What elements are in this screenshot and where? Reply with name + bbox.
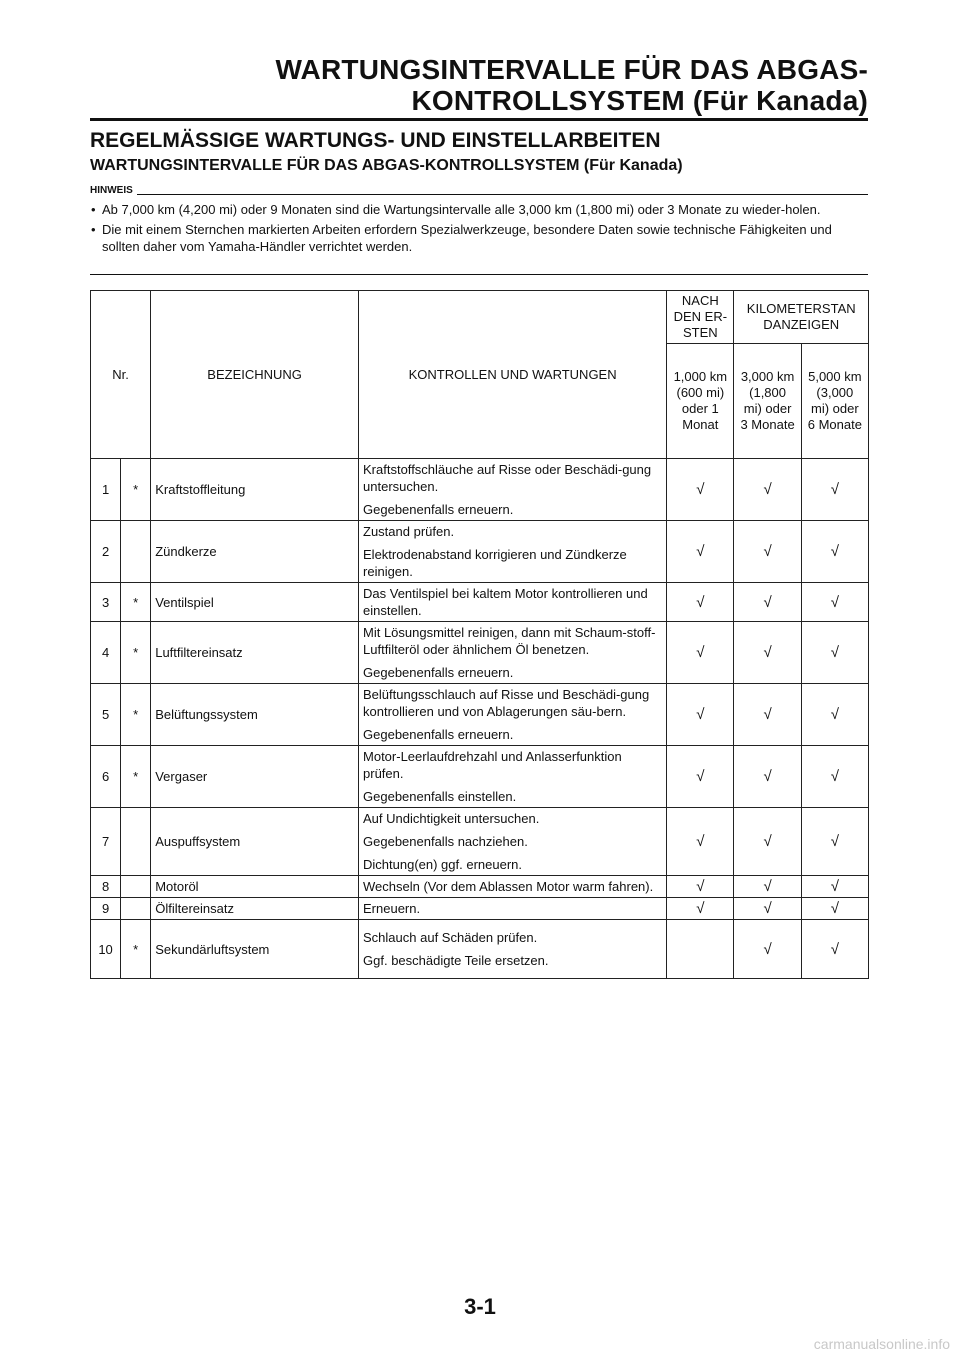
check-mark: √ [801,459,868,521]
row-number: 1 [91,459,121,521]
row-name: Kraftstoffleitung [151,459,359,521]
check-mark: √ [734,684,801,746]
check-mark: √ [734,746,801,808]
header-odometer: KILOMETERSTAN DANZEIGEN [734,291,869,344]
row-name: Auspuffsystem [151,808,359,876]
note-end-rule [90,274,868,275]
row-name: Zündkerze [151,521,359,583]
check-mark: √ [667,808,734,876]
row-description [359,920,667,979]
row-star [121,898,151,920]
row-name: Luftfiltereinsatz [151,622,359,684]
row-description [359,684,667,746]
check-mark: √ [734,521,801,583]
row-star: * [121,583,151,622]
note-divider [90,194,868,195]
row-description [359,583,667,622]
row-description [359,808,667,876]
row-star [121,876,151,898]
row-number: 9 [91,898,121,920]
check-mark: √ [734,808,801,876]
row-star: * [121,684,151,746]
table-row [91,746,869,808]
row-desc-line: Gegebenenfalls einstellen. [363,789,517,804]
check-mark: √ [667,622,734,684]
check-mark: √ [667,898,734,920]
check-mark: √ [667,583,734,622]
check-mark: √ [801,521,868,583]
header-interval-2: 3,000 km (1,800 mi) oder 3 Monate [734,344,801,459]
row-number: 10 [91,920,121,979]
header-row [91,291,869,344]
table-row [91,876,869,898]
row-star: * [121,459,151,521]
row-description [359,876,667,898]
check-mark: √ [667,459,734,521]
check-mark: √ [667,876,734,898]
row-name: Vergaser [151,746,359,808]
note-item: • Die mit einem Sternchen markierten Arbeiten erfordern Spezialwerkzeuge, besondere Daten sowie technische Fähigkeiten und sollten daher vom Yamaha-Händler verrichtet werden. [90,221,868,255]
row-star: * [121,746,151,808]
row-number: 7 [91,808,121,876]
row-description [359,898,667,920]
check-mark: √ [734,920,801,979]
note-item: • Ab 7,000 km (4,200 mi) oder 9 Monaten sind die Wartungsintervalle alle 3,000 km (1,800 mi) oder 3 Monate zu wieder-holen. [90,201,868,218]
table-row [91,521,869,583]
row-star: * [121,622,151,684]
row-desc-line: Elektrodenabstand korrigieren und Zündkerze reinigen. [363,547,627,579]
check-mark [667,920,734,979]
table-row [91,920,869,979]
check-mark: √ [734,898,801,920]
header-nr: Nr. [91,291,151,459]
row-desc-line: Gegebenenfalls erneuern. [363,502,514,517]
check-mark: √ [667,746,734,808]
row-desc-line: Erneuern. [363,901,421,916]
row-desc-line: Kraftstoffschläuche auf Risse oder Beschädi-gung untersuchen. [363,462,652,494]
row-desc-line: Belüftungsschlauch auf Risse und Beschädi-gung kontrollieren und von Ablagerungen säu-bern. [363,687,650,719]
sub-title: WARTUNGSINTERVALLE FÜR DAS ABGAS-KONTROLLSYSTEM (Für Kanada) [90,157,683,174]
row-number: 2 [91,521,121,583]
check-mark: √ [801,920,868,979]
check-mark: √ [801,898,868,920]
header-title-line-2: KONTROLLSYSTEM (Für Kanada) [411,85,868,116]
page-header [90,54,868,116]
row-star: * [121,920,151,979]
row-name: Sekundärluftsystem [151,920,359,979]
row-description [359,521,667,583]
table-row [91,684,869,746]
table-body [91,459,869,979]
row-name: Ölfiltereinsatz [151,898,359,920]
table-row [91,808,869,876]
row-desc-line: Gegebenenfalls erneuern. [363,727,514,742]
header-after-first: NACH DEN ER-STEN [667,291,734,344]
table-row [91,583,869,622]
check-mark: √ [734,622,801,684]
row-name: Ventilspiel [151,583,359,622]
check-mark: √ [801,583,868,622]
note-list [90,201,868,258]
row-desc-line: Wechseln (Vor dem Ablassen Motor warm fahren). [363,879,654,894]
table-row [91,459,869,521]
header-rule [90,118,868,121]
row-number: 8 [91,876,121,898]
row-desc-line: Zustand prüfen. [363,524,455,539]
maintenance-table [90,290,869,979]
row-desc-line: Schlauch auf Schäden prüfen. [363,930,538,945]
row-number: 3 [91,583,121,622]
row-number: 6 [91,746,121,808]
row-description [359,746,667,808]
row-number: 4 [91,622,121,684]
header-name: BEZEICHNUNG [151,291,359,459]
row-description [359,459,667,521]
check-mark: √ [801,746,868,808]
check-mark: √ [667,521,734,583]
check-mark: √ [801,808,868,876]
row-name: Motoröl [151,876,359,898]
table-row [91,898,869,920]
check-mark: √ [734,583,801,622]
check-mark: √ [734,876,801,898]
row-desc-line: Dichtung(en) ggf. erneuern. [363,857,522,872]
row-desc-line: Auf Undichtigkeit untersuchen. [363,811,540,826]
row-desc-line: Gegebenenfalls nachziehen. [363,834,528,849]
row-number: 5 [91,684,121,746]
section-title: REGELMÄSSIGE WARTUNGS- UND EINSTELLARBEITEN [90,129,661,152]
header-desc: KONTROLLEN UND WARTUNGEN [359,291,667,459]
row-desc-line: Das Ventilspiel bei kaltem Motor kontrollieren und einstellen. [363,586,648,618]
table-header [91,291,869,459]
row-desc-line: Gegebenenfalls erneuern. [363,665,514,680]
row-description [359,622,667,684]
watermark: carmanualsonline.info [813,1336,950,1352]
note-label: HINWEIS [90,185,137,196]
page-number: 3-1 [464,1294,496,1319]
check-mark: √ [801,876,868,898]
check-mark: √ [801,684,868,746]
row-star [121,521,151,583]
row-desc-line: Motor-Leerlaufdrehzahl und Anlasserfunktion prüfen. [363,749,622,781]
row-desc-line: Ggf. beschädigte Teile ersetzen. [363,953,549,968]
header-interval-3: 5,000 km (3,000 mi) oder 6 Monate [801,344,868,459]
header-title-line-1: WARTUNGSINTERVALLE FÜR DAS ABGAS- [275,54,868,85]
row-name: Belüftungssystem [151,684,359,746]
row-desc-line: Mit Lösungsmittel reinigen, dann mit Schaum-stoff-Luftfilteröl oder ähnlichem Öl benetzen. [363,625,656,657]
note-header [90,185,868,199]
check-mark: √ [734,459,801,521]
header-interval-1: 1,000 km (600 mi) oder 1 Monat [667,344,734,459]
table-row [91,622,869,684]
row-star [121,808,151,876]
check-mark: √ [667,684,734,746]
check-mark: √ [801,622,868,684]
